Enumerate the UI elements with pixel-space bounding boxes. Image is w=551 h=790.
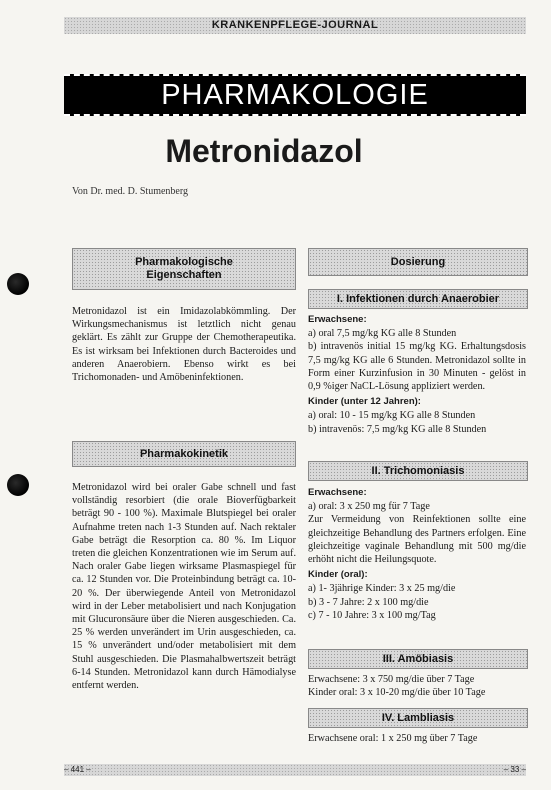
footer-page-right: – 33 – — [486, 764, 526, 776]
section-title-bar — [64, 74, 526, 116]
pharm-text: Metronidazol ist ein Imidazolabkömmling. Der Wirkungsmechanismus ist letztlich nicht genau geklärt. Es zählt zur Gruppe der Chemotherapeutika. Es ist wirksam bei Infektionen durch Bacteroides und anderen Anaerobiern. Ebenso wirkt es bei Trichomonaden- und Amöbeninfektionen. — [72, 306, 296, 384]
footer-bar — [104, 764, 486, 776]
article-title: Metronidazol — [165, 133, 363, 169]
kinetik-heading: Pharmakokinetik — [72, 441, 296, 467]
s1-heading: I. Infektionen durch Anaerobier — [308, 289, 528, 309]
author-line: Von Dr. med. D. Stumenberg — [72, 186, 189, 197]
footer-page-left: – 441 – — [64, 764, 104, 776]
section-title: PHARMAKOLOGIE — [161, 79, 429, 111]
s4-body: Erwachsene oral: 1 x 250 mg über 7 Tage — [308, 733, 478, 744]
pharm-heading: Pharmakologische Eigenschaften — [72, 248, 296, 290]
dosing-heading: Dosierung — [308, 248, 528, 276]
punch-hole-bottom — [7, 474, 29, 496]
journal-header: KRANKENPFLEGE-JOURNAL — [64, 17, 526, 34]
kinetik-text: Metronidazol wird bei oraler Gabe schnell und fast vollständig resorbiert (die orale Bioverfügbarkeit beträgt 90 - 100 %). Maximale Blutspiegel bei oraler Aufnahme treten nach 1-3 Stunden auf. Nach rektaler Gabe beträgt die Resorption ca. 80 %. Im Liquor treten die gleichen Konzentrationen wie im Serum auf. Nach oraler Gabe liegen wirksame Plasmaspiegel für ca. 12 Stunden vor. Die Proteinbindung beträgt ca. 10-20 %. Der überwiegende Anteil von Metronidazol wird in der Leber metabolisiert und nach Konjugation mit Glucuronsäure über die Nieren ausgeschieden. Ca. 25 % werden unverändert im Urin ausgeschieden, ca. 15 % unverändert und/oder metabolisiert mit dem Stuhl ausgeschieden. Die Plasmahalbwertszeit beträgt 6-14 Stunden. Metronidazol kann durch Hämodialyse entfernt werden. — [72, 482, 296, 692]
s3-heading: III. Amöbiasis — [308, 649, 528, 669]
s2-body: Erwachsene: a) oral: 3 x 250 mg für 7 Tage Zur Vermeidung von Reinfektionen sollte eine gleichzeitige Behandlung des Partners erfolgen. Eine gleichzeitige vaginale Behandlung mit 500 mg/die erhöht nicht die Heilungsquote. Kinder (oral): a) 1- 3jährige Kinder: 3 x 25 mg/die b) 3 - 7 Jahre: 2 x 100 mg/die c) 7 - 10 Jahre: 3 x 100 mg/Tag — [308, 487, 526, 621]
s1-body: Erwachsene: a) oral 7,5 mg/kg KG alle 8 Stunden b) intravenös initial 15 mg/kg KG. Erhaltungsdosis 7,5 mg/kg KG alle 6 Stunden. Metronidazol sollte in Form einer Kurzinfusion in 30 Minuten - gelöst in 0,9 %iger NaCL-Lösung appliziert werden. Kinder (unter 12 Jahren): a) oral: 10 - 15 mg/kg KG alle 8 Stunden b) intravenös: 7,5 mg/kg KG alle 8 Stunden — [308, 314, 526, 435]
s2-heading: II. Trichomoniasis — [308, 461, 528, 481]
punch-hole-top — [7, 273, 29, 295]
s4-heading: IV. Lambliasis — [308, 708, 528, 728]
s3-body: Erwachsene: 3 x 750 mg/die über 7 Tage Kinder oral: 3 x 10-20 mg/die über 10 Tage — [308, 674, 486, 699]
